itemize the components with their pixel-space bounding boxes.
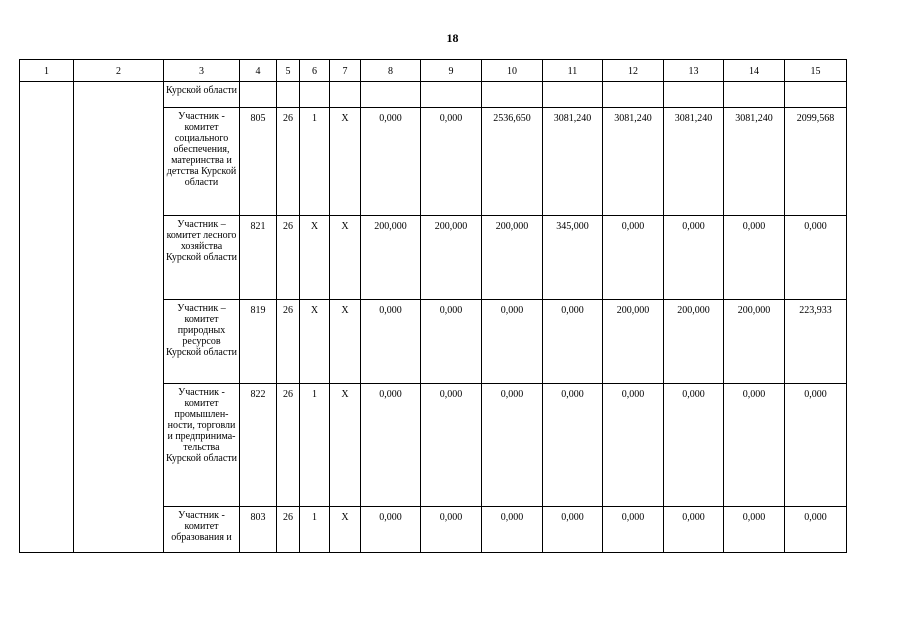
table-cell: X xyxy=(330,384,361,507)
table-cell: 0,000 xyxy=(785,507,847,553)
merged-cell-col-1 xyxy=(20,82,74,553)
table-cell: 0,000 xyxy=(482,507,543,553)
table-row xyxy=(20,82,847,108)
table-cell xyxy=(482,82,543,108)
table-header-row xyxy=(20,60,847,82)
participant-cell: Участник - комитет промышлен-ности, торговли и предпринима-тельства Курской области xyxy=(164,384,240,507)
table-cell: 0,000 xyxy=(603,216,664,300)
column-header: 1 xyxy=(20,60,74,82)
table-cell: 2099,568 xyxy=(785,108,847,216)
table-cell: X xyxy=(330,108,361,216)
column-header: 13 xyxy=(664,60,724,82)
table-cell: 26 xyxy=(277,507,300,553)
column-header: 4 xyxy=(240,60,277,82)
table-cell xyxy=(240,82,277,108)
table-cell: 3081,240 xyxy=(724,108,785,216)
table-cell: 0,000 xyxy=(361,384,421,507)
table-cell xyxy=(785,82,847,108)
table-cell xyxy=(277,82,300,108)
table-cell: 345,000 xyxy=(543,216,603,300)
table-cell: 0,000 xyxy=(482,300,543,384)
table-cell: 200,000 xyxy=(421,216,482,300)
column-header: 9 xyxy=(421,60,482,82)
column-header: 10 xyxy=(482,60,543,82)
table-cell: 200,000 xyxy=(482,216,543,300)
table-cell: 1 xyxy=(300,384,330,507)
table-cell: 0,000 xyxy=(724,384,785,507)
table-cell xyxy=(543,82,603,108)
table-cell: 0,000 xyxy=(664,507,724,553)
table-cell: 0,000 xyxy=(724,216,785,300)
table-cell xyxy=(664,82,724,108)
table-cell: 200,000 xyxy=(724,300,785,384)
table-cell: 0,000 xyxy=(421,300,482,384)
table-cell: 0,000 xyxy=(785,216,847,300)
table-cell: 200,000 xyxy=(361,216,421,300)
column-header: 3 xyxy=(164,60,240,82)
budget-table xyxy=(19,59,847,553)
table-cell xyxy=(300,82,330,108)
table-cell: 0,000 xyxy=(785,384,847,507)
table-cell: 26 xyxy=(277,384,300,507)
column-header: 12 xyxy=(603,60,664,82)
table-cell: 0,000 xyxy=(603,384,664,507)
table-cell: 223,933 xyxy=(785,300,847,384)
column-header: 8 xyxy=(361,60,421,82)
table-cell: 0,000 xyxy=(421,507,482,553)
table-cell: 819 xyxy=(240,300,277,384)
table-cell: 821 xyxy=(240,216,277,300)
column-header: 14 xyxy=(724,60,785,82)
column-header: 5 xyxy=(277,60,300,82)
table-cell: 0,000 xyxy=(543,300,603,384)
table-cell xyxy=(724,82,785,108)
table-cell: 0,000 xyxy=(361,300,421,384)
table-cell: 822 xyxy=(240,384,277,507)
table-cell: 803 xyxy=(240,507,277,553)
table-cell: 26 xyxy=(277,108,300,216)
table-cell: 0,000 xyxy=(421,108,482,216)
table-cell: 3081,240 xyxy=(664,108,724,216)
table-cell: 3081,240 xyxy=(603,108,664,216)
table-cell: 200,000 xyxy=(664,300,724,384)
participant-cell: Участник - комитет образования и xyxy=(164,507,240,553)
table-cell: 3081,240 xyxy=(543,108,603,216)
participant-cell: Участник – комитет лесного хозяйства Курской области xyxy=(164,216,240,300)
merged-cell-col-2 xyxy=(74,82,164,553)
table-cell: 0,000 xyxy=(724,507,785,553)
table-cell: 2536,650 xyxy=(482,108,543,216)
table-cell xyxy=(421,82,482,108)
table-cell: X xyxy=(330,216,361,300)
table-cell: 1 xyxy=(300,507,330,553)
column-header: 2 xyxy=(74,60,164,82)
column-header: 15 xyxy=(785,60,847,82)
table-cell: 0,000 xyxy=(482,384,543,507)
table-cell xyxy=(330,82,361,108)
table-cell: 0,000 xyxy=(361,108,421,216)
table-cell xyxy=(603,82,664,108)
participant-cell: Участник - комитет социального обеспечения, материнства и детства Курской области xyxy=(164,108,240,216)
table-cell: 0,000 xyxy=(421,384,482,507)
table-cell: 26 xyxy=(277,216,300,300)
participant-cell: Курской области xyxy=(164,82,240,108)
table-cell: 0,000 xyxy=(664,384,724,507)
table-cell: 26 xyxy=(277,300,300,384)
table-cell: X xyxy=(300,216,330,300)
column-header: 7 xyxy=(330,60,361,82)
table-cell: 0,000 xyxy=(361,507,421,553)
table-cell: 0,000 xyxy=(543,384,603,507)
table-cell: X xyxy=(330,507,361,553)
table-cell: 0,000 xyxy=(543,507,603,553)
column-header: 11 xyxy=(543,60,603,82)
table-cell xyxy=(361,82,421,108)
table-cell: X xyxy=(300,300,330,384)
table-cell: 0,000 xyxy=(603,507,664,553)
table-cell: 0,000 xyxy=(664,216,724,300)
table-cell: X xyxy=(330,300,361,384)
participant-cell: Участник – комитет природных ресурсов Курской области xyxy=(164,300,240,384)
table-cell: 805 xyxy=(240,108,277,216)
table-cell: 200,000 xyxy=(603,300,664,384)
page-number: 18 xyxy=(446,31,459,45)
table-cell: 1 xyxy=(300,108,330,216)
column-header: 6 xyxy=(300,60,330,82)
